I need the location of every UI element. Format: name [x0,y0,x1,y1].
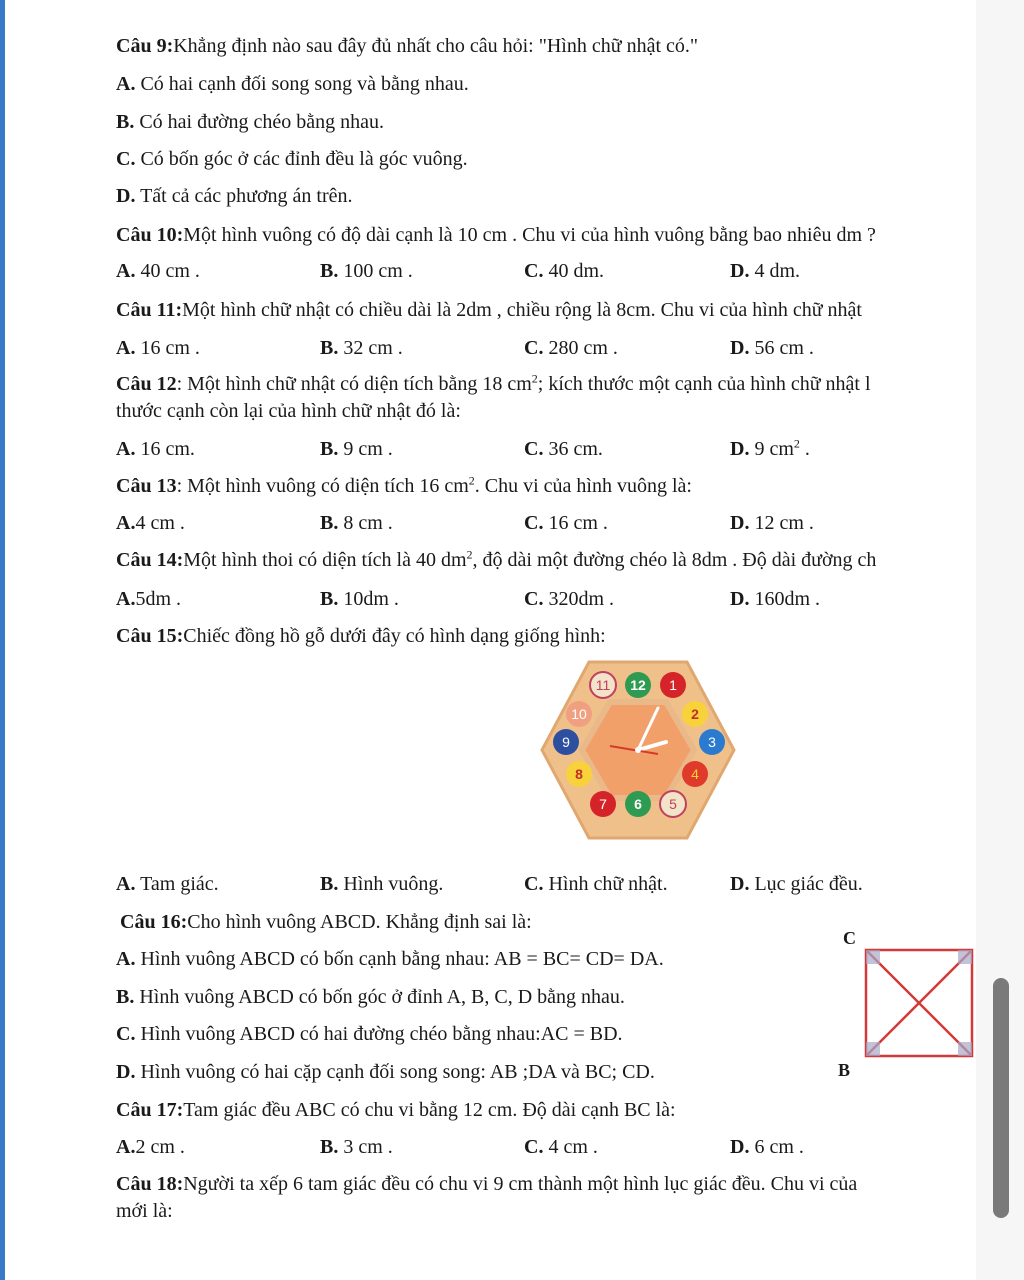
clock-number-11 [590,672,616,698]
q12-option-d: D. 9 $cm^2$ . [730,436,810,460]
svg-text:9: 9 [562,734,570,750]
q12-option-b: B. 9 cm . [320,438,393,460]
svg-text:5: 5 [669,796,677,812]
clock-number-10 [566,701,592,727]
q11-option-d: D. 56 cm . [730,337,814,359]
svg-text:10: 10 [571,706,587,722]
q17-option-c: C. 4 cm . [524,1136,598,1158]
q16-option-b: B. Hình vuông ABCD có bốn góc ở đỉnh A, B, C, D bằng nhau. [116,986,625,1008]
clock-number-7 [590,791,616,817]
q14-option-b: B. 10dm . [320,588,399,610]
q13-option-d: D. 12 cm . [730,512,814,534]
clock-number-9 [553,729,579,755]
q10-option-a: A. 40 cm . [116,260,200,282]
clock-number-12 [625,672,651,698]
svg-text:4: 4 [691,766,699,782]
q9-option-d: D. Tất cả các phương án trên. [116,185,353,207]
question-18-line-2: mới là: [116,1200,173,1222]
q10-option-b: B. 100 cm . [320,260,413,282]
q9-option-c: C. Có bốn góc ở các đỉnh đều là góc vuông. [116,148,468,170]
q17-option-b: B. 3 cm . [320,1136,393,1158]
clock-number-6 [625,791,651,817]
q11-option-b: B. 32 cm . [320,337,403,359]
clock-number-4 [682,761,708,787]
svg-text:1: 1 [669,677,677,693]
question-12: Câu 12: Một hình chữ nhật có diện tích bằng 18 $cm^2$; kích thước một cạnh của hình chữ nhật l [116,371,871,395]
q17-option-a: A.2 cm . [116,1136,185,1158]
square-label-c: C [843,928,856,948]
question-17: Câu 17:Tam giác đều ABC có chu vi bằng 12 cm. Độ dài cạnh BC là: [116,1099,676,1121]
square-label-b: B [838,1060,851,1080]
question-12-line-2: thước cạnh còn lại của hình chữ nhật đó là: [116,400,461,422]
svg-text:12: 12 [630,677,646,693]
svg-text:2: 2 [691,706,699,722]
clock-center [635,747,641,753]
q15-option-a: A. Tam giác. [116,873,219,895]
q12-option-a: A. 16 cm. [116,438,195,460]
q11-option-c: C. 280 cm . [524,337,618,359]
q13-option-b: B. 8 cm . [320,512,393,534]
clock-number-2 [682,701,708,727]
question-9: Câu 9:Khẳng định nào sau đây đủ nhất cho câu hỏi: "Hình chữ nhật có." [116,35,699,57]
q16-option-d: D. Hình vuông có hai cặp cạnh đối song song: AB ;DA và BC; CD. [116,1061,655,1083]
q16-option-c: C. Hình vuông ABCD có hai đường chéo bằng nhau:AC = BD. [116,1023,623,1045]
q15-option-d: D. Lục giác đều. [730,873,863,895]
svg-text:8: 8 [575,766,583,782]
question-13: Câu 13: Một hình vuông có diện tích 16 $cm^2$. Chu vi của hình vuông là: [116,473,692,497]
q9-option-b: B. Có hai đường chéo bằng nhau. [116,111,385,133]
q11-option-a: A. 16 cm . [116,337,200,359]
q13-option-c: C. 16 cm . [524,512,608,534]
question-14: Câu 14:Một hình thoi có diện tích là 40 $dm^2$, độ dài một đường chéo là 8dm . Độ dài đường ch [116,547,877,571]
q15-option-b: B. Hình vuông. [320,873,444,895]
clock-number-5 [660,791,686,817]
q13-option-a: A.4 cm . [116,512,185,534]
q14-option-c: C. 320dm . [524,588,615,610]
question-18: Câu 18:Người ta xếp 6 tam giác đều có chu vi 9 cm thành một hình lục giác đều. Chu vi của [116,1173,858,1195]
q14-option-a: A.5dm . [116,588,182,610]
square-diagram [838,928,976,1084]
q16-option-a: A. Hình vuông ABCD có bốn cạnh bằng nhau: AB = BC= CD= DA. [116,948,664,970]
q12-option-c: C. 36 cm. [524,438,603,460]
q14-option-d: D. 160dm . [730,588,821,610]
scrollbar-thumb[interactable] [993,978,1009,1218]
question-10: Câu 10:Một hình vuông có độ dài cạnh là 10 cm . Chu vi của hình vuông bằng bao nhiêu dm ? [116,224,876,246]
q17-option-d: D. 6 cm . [730,1136,804,1158]
q10-option-c: C. 40 dm. [524,260,605,282]
question-16: Câu 16:Cho hình vuông ABCD. Khẳng định sai là: [120,911,532,933]
svg-text:6: 6 [634,796,642,812]
square-abcd-figure [838,928,976,1084]
clock-number-1 [660,672,686,698]
question-11: Câu 11:Một hình chữ nhật có chiều dài là 2dm , chiều rộng là 8cm. Chu vi của hình chữ nhật [116,299,862,321]
q10-option-d: D. 4 dm. [730,260,801,282]
svg-text:7: 7 [599,796,607,812]
q15-option-c: C. Hình chữ nhật. [524,873,668,895]
question-15: Câu 15:Chiếc đồng hồ gỗ dưới đây có hình dạng giống hình: [116,625,606,647]
wooden-clock-figure [540,658,736,842]
svg-text:3: 3 [708,734,716,750]
svg-text:11: 11 [595,677,611,693]
q9-option-a: A. Có hai cạnh đối song song và bằng nhau. [116,73,469,95]
clock-number-8 [566,761,592,787]
clock-number-3 [699,729,725,755]
